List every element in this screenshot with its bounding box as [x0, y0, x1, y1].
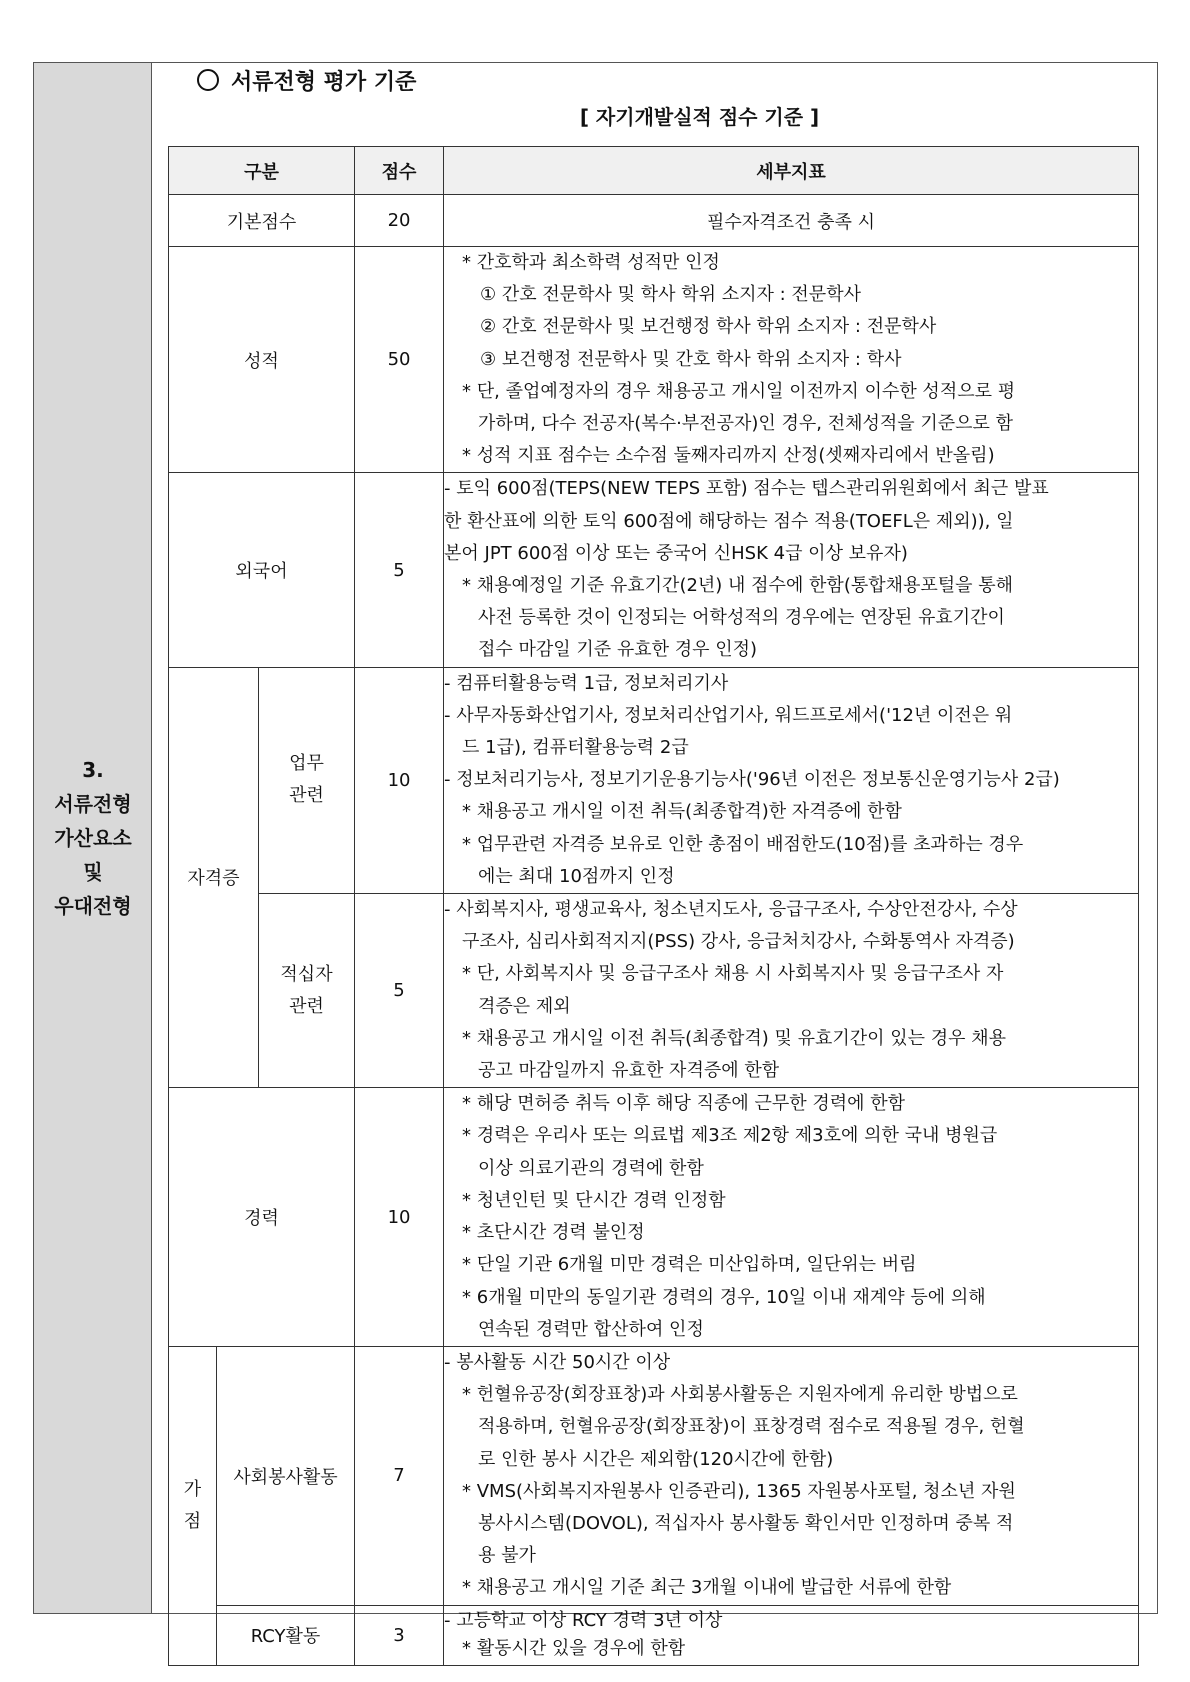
row-subcategory	[259, 894, 355, 1088]
section-title	[197, 65, 416, 96]
detail-line: * VMS(사회복지자원봉사 인증관리), 1365 자원봉사포털, 청소년 자원	[462, 1480, 1016, 1502]
detail-line: * 단, 사회복지사 및 응급구조사 채용 시 사회복지사 및 응급구조사 자	[462, 963, 1004, 985]
detail-line: 한 환산표에 의한 토익 600점에 해당하는 점수 적용(TOEFL은 제외)), 일	[444, 510, 1014, 532]
section-label-line: 및	[83, 860, 103, 884]
detail-line: * 업무관련 자격증 보유로 인한 총점이 배점한도(10점)를 초과하는 경우	[462, 833, 1024, 855]
detail-line: 사전 등록한 것이 인정되는 어학성적의 경우에는 연장된 유효기간이	[478, 607, 1005, 629]
row-category: 외국어	[169, 473, 355, 667]
detail-line: 에는 최대 10점까지 인정	[478, 865, 675, 887]
row-detail	[444, 1605, 1139, 1665]
detail-line: 이상 의료기관의 경력에 한함	[478, 1157, 704, 1179]
detail-line: * 경력은 우리사 또는 의료법 제3조 제2항 제3호에 의한 국내 병원급	[462, 1125, 998, 1147]
detail-line: * 헌혈유공장(회장표창)과 사회봉사활동은 지원자에게 유리한 방법으로	[462, 1384, 1018, 1406]
section-label-line: 서류전형	[54, 792, 132, 816]
detail-line: * 채용공고 개시일 이전 취득(최종합격)한 자격증에 한함	[462, 801, 902, 823]
header-category: 구분	[169, 147, 355, 195]
subcategory-line: 관련	[289, 785, 324, 807]
section-label-line: 우대전형	[54, 894, 132, 918]
circle-bullet-icon	[197, 69, 219, 91]
row-category: 자격증	[169, 667, 259, 1088]
table-row	[169, 473, 1139, 667]
table-row	[169, 667, 1139, 893]
detail-line: * 6개월 미만의 동일기관 경력의 경우, 10일 이내 재계약 등에 의해	[462, 1286, 986, 1308]
row-score: 50	[355, 247, 444, 473]
detail-line: * 초단시간 경력 불인정	[462, 1222, 645, 1244]
detail-line: * 청년인턴 및 단시간 경력 인정함	[462, 1189, 726, 1211]
detail-line: 로 인한 봉사 시간은 제외함(120시간에 한함)	[478, 1448, 834, 1470]
detail-line: 연속된 경력만 합산하여 인정	[478, 1318, 704, 1340]
subcategory-line: 적십자	[280, 963, 333, 985]
row-detail	[444, 247, 1139, 473]
row-detail: 필수자격조건 충족 시	[444, 195, 1139, 247]
row-score: 7	[355, 1346, 444, 1605]
detail-line: - 봉사활동 시간 50시간 이상	[444, 1351, 671, 1373]
subcategory-line: 관련	[289, 995, 324, 1017]
section-label	[34, 753, 152, 923]
detail-line: * 활동시간 있을 경우에 한함	[462, 1638, 686, 1660]
row-subcategory	[259, 667, 355, 893]
row-detail	[444, 1088, 1139, 1347]
category-line: 점	[183, 1510, 202, 1532]
row-score: 5	[355, 473, 444, 667]
header-score: 점수	[355, 147, 444, 195]
row-category: 성적	[169, 247, 355, 473]
table-row	[169, 1605, 1139, 1665]
detail-line: - 사무자동화산업기사, 정보처리산업기사, 워드프로세서('12년 이전은 워	[444, 704, 1013, 726]
row-category: 기본점수	[169, 195, 355, 247]
subcategory-line: 업무	[289, 753, 324, 775]
detail-line: ② 간호 전문학사 및 보건행정 학사 학위 소지자 : 전문학사	[480, 316, 937, 338]
row-detail	[444, 667, 1139, 893]
detail-line: 가하며, 다수 전공자(복수·부전공자)인 경우, 전체성적을 기준으로 함	[478, 413, 1014, 435]
detail-line: 격증은 제외	[478, 995, 571, 1017]
section-label-line: 가산요소	[54, 826, 132, 850]
detail-line: ③ 보건행정 전문학사 및 간호 학사 학위 소지자 : 학사	[480, 348, 902, 370]
row-score: 5	[355, 894, 444, 1088]
detail-line: * 채용예정일 기준 유효기간(2년) 내 점수에 한함(통합채용포털을 통해	[462, 575, 1014, 597]
detail-line: * 해당 면허증 취득 이후 해당 직종에 근무한 경력에 한함	[462, 1093, 906, 1115]
row-subcategory: 사회봉사활동	[217, 1346, 355, 1605]
section-label-line: 3.	[82, 758, 104, 782]
table-row	[169, 1088, 1139, 1347]
table-row	[169, 1346, 1139, 1605]
table-row	[169, 247, 1139, 473]
detail-line: * 간호학과 최소학력 성적만 인정	[462, 252, 720, 273]
detail-line: 공고 마감일까지 유효한 자격증에 한함	[478, 1060, 780, 1082]
row-detail	[444, 894, 1139, 1088]
detail-line: * 단일 기관 6개월 미만 경력은 미산입하며, 일단위는 버림	[462, 1254, 917, 1276]
table-subtitle: [ 자기개발실적 점수 기준 ]	[579, 105, 820, 129]
row-score: 3	[355, 1605, 444, 1665]
detail-line: 본어 JPT 600점 이상 또는 중국어 신HSK 4급 이상 보유자)	[444, 542, 908, 564]
section-title-text: 서류전형 평가 기준	[231, 70, 417, 95]
row-score: 10	[355, 1088, 444, 1347]
detail-line: - 사회복지사, 평생교육사, 청소년지도사, 응급구조사, 수상안전강사, 수상	[444, 899, 1018, 921]
detail-line: ① 간호 전문학사 및 학사 학위 소지자 : 전문학사	[480, 284, 861, 306]
score-criteria-table	[168, 146, 1139, 1666]
detail-line: - 고등학교 이상 RCY 경력 3년 이상	[444, 1610, 723, 1632]
row-subcategory: RCY활동	[217, 1605, 355, 1665]
row-score: 10	[355, 667, 444, 893]
detail-line: - 토익 600점(TEPS(NEW TEPS 포함) 점수는 텝스관리위원회에서 최근 발표	[444, 478, 1049, 500]
category-line: 가	[183, 1478, 202, 1500]
detail-line: * 단, 졸업예정자의 경우 채용공고 개시일 이전까지 이수한 성적으로 평	[462, 380, 1016, 402]
detail-line: * 채용공고 개시일 기준 최근 3개월 이내에 발급한 서류에 한함	[462, 1577, 952, 1599]
detail-line: 드 1급), 컴퓨터활용능력 2급	[462, 737, 689, 759]
section-side-column	[34, 63, 152, 1613]
detail-line: 용 불가	[478, 1545, 536, 1567]
detail-line: - 정보처리기능사, 정보기기운용기능사('96년 이전은 정보통신운영기능사 2급)	[444, 769, 1060, 791]
table-header-row	[169, 147, 1139, 195]
detail-line: 봉사시스템(DOVOL), 적십자사 봉사활동 확인서만 인정하며 중복 적	[478, 1512, 1014, 1534]
row-score: 20	[355, 195, 444, 247]
row-category: 경력	[169, 1088, 355, 1347]
detail-line: 적용하며, 헌혈유공장(회장표창)이 표창경력 점수로 적용될 경우, 헌혈	[478, 1416, 1025, 1438]
detail-line: * 성적 지표 점수는 소수점 둘째자리까지 산정(셋째자리에서 반올림)	[462, 445, 995, 467]
detail-line: 접수 마감일 기준 유효한 경우 인정)	[478, 639, 758, 661]
table-row	[169, 894, 1139, 1088]
row-detail	[444, 1346, 1139, 1605]
header-detail: 세부지표	[444, 147, 1139, 195]
row-category	[169, 1346, 217, 1665]
table-row	[169, 195, 1139, 247]
detail-line: - 컴퓨터활용능력 1급, 정보처리기사	[444, 672, 729, 694]
detail-line: * 채용공고 개시일 이전 취득(최종합격) 및 유효기간이 있는 경우 채용	[462, 1027, 1007, 1049]
row-detail	[444, 473, 1139, 667]
detail-line: 구조사, 심리사회적지지(PSS) 강사, 응급처치강사, 수화통역사 자격증)	[462, 931, 1015, 953]
